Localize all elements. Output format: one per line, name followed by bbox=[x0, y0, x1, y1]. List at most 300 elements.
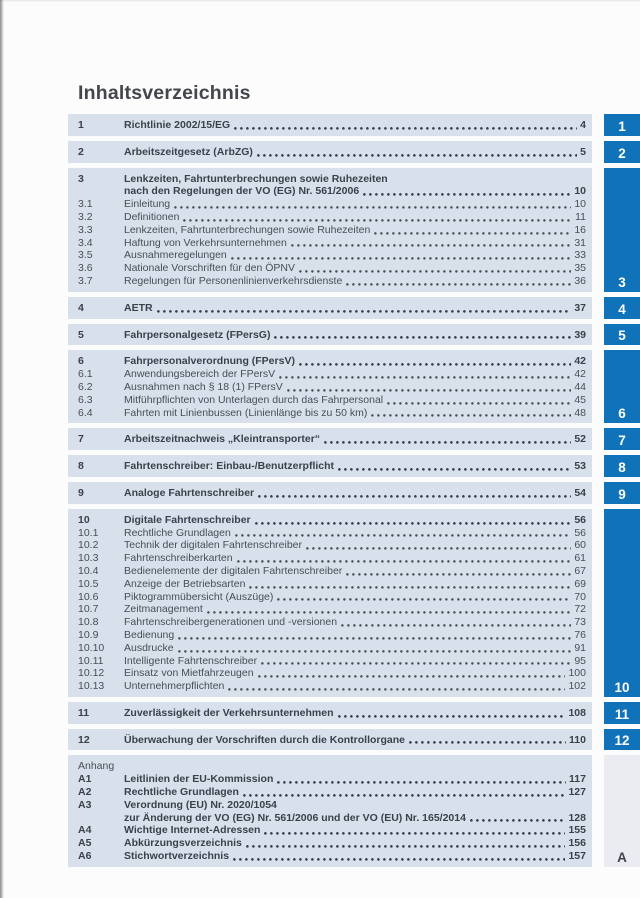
entry-number: 10.9 bbox=[78, 628, 99, 641]
entry-lines bbox=[124, 329, 586, 342]
toc-section bbox=[68, 482, 640, 504]
toc-entry-row bbox=[78, 603, 586, 616]
entry-number: A4 bbox=[78, 824, 92, 837]
entry-lines bbox=[124, 146, 586, 159]
scan-edge-shadow-top bbox=[0, 0, 640, 2]
dot-leader bbox=[409, 741, 566, 744]
entry-number: 10 bbox=[78, 513, 90, 526]
page-number: 67 bbox=[574, 564, 586, 577]
toc-entry-row bbox=[78, 368, 586, 381]
toc-entry-row bbox=[78, 824, 586, 837]
entry-line bbox=[124, 527, 586, 540]
entry-lines bbox=[124, 786, 586, 799]
entry-line bbox=[124, 629, 586, 642]
toc-section bbox=[68, 702, 640, 724]
page-number: 127 bbox=[568, 786, 586, 799]
entry-lines bbox=[124, 850, 586, 863]
entry-title: Ausnahmeregelungen bbox=[124, 249, 227, 262]
dot-leader bbox=[231, 257, 572, 260]
page-number: 42 bbox=[574, 368, 586, 381]
entry-title: Lenkzeiten, Fahrtunterbrechungen sowie Ruhezeiten bbox=[124, 172, 388, 185]
page-number: 52 bbox=[574, 433, 586, 446]
toc-entry-row bbox=[78, 329, 586, 342]
entry-number: 6.4 bbox=[78, 406, 93, 419]
entry-line bbox=[124, 565, 586, 578]
dot-leader bbox=[387, 402, 571, 405]
chapter-tab bbox=[604, 297, 640, 319]
entry-line bbox=[124, 211, 586, 224]
page-number: 33 bbox=[574, 249, 586, 262]
toc-section bbox=[68, 114, 640, 136]
toc-entry-row bbox=[78, 565, 586, 578]
toc-entry-row bbox=[78, 275, 586, 288]
entry-title: Verordnung (EU) Nr. 2020/1054 bbox=[124, 798, 277, 811]
entry-title: Fahrtenschreiberkarten bbox=[124, 552, 233, 565]
entry-number: 1 bbox=[78, 119, 84, 131]
dot-leader bbox=[324, 441, 571, 444]
toc-section-band bbox=[68, 428, 592, 450]
entry-number: 11 bbox=[78, 706, 90, 719]
dot-leader bbox=[306, 547, 571, 550]
entry-lines bbox=[124, 407, 586, 420]
chapter-tab-label: 11 bbox=[614, 706, 630, 722]
chapter-tab-label: 2 bbox=[618, 145, 626, 161]
toc-section-band bbox=[68, 324, 592, 346]
entry-title: Fahrpersonalverordnung (FPersV) bbox=[124, 355, 295, 368]
toc-section bbox=[68, 350, 640, 423]
page-number: 156 bbox=[568, 837, 586, 850]
page-number: 37 bbox=[574, 301, 586, 314]
toc-entry-row bbox=[78, 655, 586, 668]
page-number: 76 bbox=[574, 628, 586, 641]
toc-entry-row bbox=[78, 527, 586, 540]
toc-entry-row bbox=[78, 407, 586, 420]
dot-leader bbox=[338, 468, 571, 471]
toc-section-band bbox=[68, 350, 592, 423]
entry-title: Zeitmanagement bbox=[124, 603, 203, 616]
page-number: 110 bbox=[569, 733, 586, 746]
chapter-tab bbox=[604, 168, 640, 292]
page-number: 56 bbox=[574, 526, 586, 539]
entry-line bbox=[124, 824, 586, 837]
entry-title: Arbeitszeitgesetz (ArbZG) bbox=[124, 145, 253, 158]
entry-number: 6 bbox=[78, 355, 84, 368]
toc-entry-row bbox=[78, 262, 586, 275]
entry-line bbox=[124, 381, 586, 394]
entry-title: Haftung von Verkehrsunternehmen bbox=[124, 236, 287, 249]
chapter-tab-label: 6 bbox=[618, 406, 626, 422]
toc-section-band bbox=[68, 455, 592, 477]
entry-number: 4 bbox=[78, 301, 84, 314]
dot-leader bbox=[234, 127, 577, 130]
dot-leader bbox=[371, 414, 571, 417]
page-number: 157 bbox=[568, 850, 586, 863]
entry-lines bbox=[124, 837, 586, 850]
chapter-tab-label: A bbox=[617, 849, 627, 865]
dot-leader bbox=[178, 650, 572, 653]
page-number: 10 bbox=[574, 198, 586, 211]
dot-leader bbox=[261, 662, 571, 665]
entry-line bbox=[124, 302, 586, 315]
entry-line bbox=[124, 224, 586, 237]
chapter-tab-label: 9 bbox=[618, 486, 626, 502]
entry-number: 6.2 bbox=[78, 380, 93, 393]
toc-entry-row bbox=[78, 355, 586, 368]
entry-lines bbox=[124, 173, 586, 199]
toc-entry-row bbox=[78, 642, 586, 655]
entry-title: Anzeige der Betriebsarten bbox=[124, 577, 246, 590]
dot-leader bbox=[157, 310, 572, 313]
dot-leader bbox=[178, 637, 571, 640]
toc-entry-row bbox=[78, 119, 586, 132]
entry-title: Mitführpflichten von Unterlagen durch das Fahrpersonal bbox=[124, 393, 384, 406]
toc-section bbox=[68, 168, 640, 292]
entry-line bbox=[124, 734, 586, 747]
dot-leader bbox=[174, 206, 571, 209]
entry-lines bbox=[124, 773, 586, 786]
entry-lines bbox=[124, 707, 586, 720]
entry-line bbox=[124, 146, 586, 159]
toc-section bbox=[68, 141, 640, 163]
chapter-tab bbox=[604, 729, 640, 751]
entry-number: 8 bbox=[78, 460, 84, 473]
page-number: 36 bbox=[574, 274, 586, 287]
entry-title: Abkürzungsverzeichnis bbox=[124, 837, 242, 850]
page-number: 117 bbox=[569, 773, 586, 786]
toc-section-band bbox=[68, 729, 592, 751]
entry-title: Piktogrammübersicht (Auszüge) bbox=[124, 590, 274, 603]
toc-entry-row bbox=[78, 249, 586, 262]
toc-sections bbox=[68, 114, 640, 867]
entry-line bbox=[124, 616, 586, 629]
chapter-tab bbox=[604, 324, 640, 346]
entry-line bbox=[124, 552, 586, 565]
entry-line bbox=[124, 275, 586, 288]
entry-line bbox=[124, 198, 586, 211]
entry-lines bbox=[124, 381, 586, 394]
entry-line bbox=[124, 850, 586, 863]
page-number: 53 bbox=[574, 460, 586, 473]
toc-entry-row bbox=[78, 734, 586, 747]
dot-leader bbox=[299, 363, 571, 366]
entry-number: 7 bbox=[78, 433, 84, 446]
chapter-tab bbox=[604, 114, 640, 136]
dot-leader bbox=[255, 522, 572, 525]
entry-line bbox=[124, 514, 586, 527]
entry-line bbox=[124, 355, 586, 368]
entry-line bbox=[124, 262, 586, 275]
entry-title: Stichwortverzeichnis bbox=[124, 850, 230, 863]
entry-number: 10.13 bbox=[78, 680, 105, 693]
entry-number: 10.1 bbox=[78, 526, 99, 539]
entry-title: Anwendungsbereich der FPersV bbox=[124, 368, 276, 381]
entry-lines bbox=[124, 249, 586, 262]
toc-section-band bbox=[68, 509, 592, 697]
entry-line bbox=[124, 119, 586, 132]
entry-number: 10.8 bbox=[78, 616, 99, 629]
entry-number: 12 bbox=[78, 733, 90, 746]
toc-section bbox=[68, 755, 640, 866]
toc-entry-row bbox=[78, 629, 586, 642]
dot-leader bbox=[374, 232, 571, 235]
entry-number: 10.6 bbox=[78, 590, 99, 603]
chapter-tab bbox=[604, 509, 640, 697]
dot-leader bbox=[470, 819, 566, 822]
entry-title: Leitlinien der EU-Kommission bbox=[124, 773, 274, 786]
entry-line bbox=[124, 773, 586, 786]
dot-leader bbox=[299, 270, 571, 273]
entry-title: Fahrten mit Linienbussen (Linienlänge bis zu 50 km) bbox=[124, 406, 368, 419]
page-number: 5 bbox=[580, 145, 586, 158]
entry-lines bbox=[124, 629, 586, 642]
entry-line bbox=[124, 837, 586, 850]
dot-leader bbox=[207, 611, 572, 614]
page-number: 54 bbox=[574, 486, 586, 499]
entry-lines bbox=[124, 224, 586, 237]
chapter-tab-label: 3 bbox=[618, 274, 626, 290]
dot-leader bbox=[279, 376, 571, 379]
entry-lines bbox=[124, 552, 586, 565]
entry-line bbox=[124, 173, 586, 186]
chapter-tab bbox=[604, 350, 640, 423]
entry-lines bbox=[124, 527, 586, 540]
entry-number: 3.6 bbox=[78, 262, 93, 275]
toc-section-band bbox=[68, 702, 592, 724]
dot-leader bbox=[237, 560, 572, 563]
entry-lines bbox=[124, 824, 586, 837]
entry-title: Wichtige Internet-Adressen bbox=[124, 824, 261, 837]
page-number: 100 bbox=[568, 667, 586, 680]
chapter-tab bbox=[604, 428, 640, 450]
dot-leader bbox=[277, 598, 571, 601]
dot-leader bbox=[258, 675, 566, 678]
entry-title: Lenkzeiten, Fahrtunterbrechungen sowie Ruhezeiten bbox=[124, 223, 371, 236]
dot-leader bbox=[346, 573, 571, 576]
entry-title: Nationale Vorschriften für den ÖPNV bbox=[124, 262, 296, 275]
entry-title: Ausdrucke bbox=[124, 641, 174, 654]
entry-number: 3.7 bbox=[78, 274, 93, 287]
chapter-tab-label: 7 bbox=[618, 433, 626, 449]
toc-entry-row bbox=[78, 760, 586, 773]
dot-leader bbox=[183, 219, 572, 222]
toc-entry-row bbox=[78, 146, 586, 159]
entry-number: A2 bbox=[78, 786, 92, 799]
entry-line bbox=[124, 185, 586, 198]
entry-number: 10.10 bbox=[78, 641, 105, 654]
entry-title: Unternehmerpflichten bbox=[124, 680, 225, 693]
toc-entry-row bbox=[78, 837, 586, 850]
entry-number: 2 bbox=[78, 145, 84, 158]
entry-line bbox=[124, 812, 586, 825]
entry-number: 10.5 bbox=[78, 577, 99, 590]
toc-section-band bbox=[68, 141, 592, 163]
entry-line bbox=[124, 707, 586, 720]
entry-title: Fahrpersonalgesetz (FPersG) bbox=[124, 328, 271, 341]
entry-title: Intelligente Fahrtenschreiber bbox=[124, 654, 258, 667]
chapter-tab-label: 1 bbox=[618, 118, 626, 134]
dot-leader bbox=[291, 244, 571, 247]
dot-leader bbox=[338, 715, 566, 718]
entry-line bbox=[124, 237, 586, 250]
entry-number: 10.11 bbox=[78, 654, 104, 667]
dot-leader bbox=[274, 336, 571, 339]
entry-lines bbox=[124, 591, 586, 604]
entry-title: Rechtliche Grundlagen bbox=[124, 786, 239, 799]
page-number: 72 bbox=[574, 603, 586, 616]
entry-title: AETR bbox=[124, 301, 153, 314]
toc-section-band bbox=[68, 755, 592, 866]
toc-section-band bbox=[68, 168, 592, 292]
entry-lines bbox=[124, 302, 586, 315]
toc-section bbox=[68, 297, 640, 319]
dot-leader bbox=[233, 858, 565, 861]
dot-leader bbox=[228, 688, 565, 691]
entry-title: Einleitung bbox=[124, 198, 171, 211]
entry-number: 6.1 bbox=[78, 368, 93, 381]
chapter-tab-label: 5 bbox=[618, 328, 626, 344]
entry-number: Anhang bbox=[78, 760, 115, 773]
entry-line bbox=[124, 667, 586, 680]
toc-entry-row bbox=[78, 173, 586, 199]
toc-entry-row bbox=[78, 539, 586, 552]
entry-number: 6.3 bbox=[78, 393, 93, 406]
page-number: 16 bbox=[574, 223, 586, 236]
dot-leader bbox=[287, 389, 572, 392]
entry-lines bbox=[124, 734, 586, 747]
entry-title: zur Änderung der VO (EG) Nr. 561/2006 und der VO (EU) Nr. 165/2014 bbox=[124, 811, 466, 824]
page-number: 128 bbox=[568, 811, 586, 824]
entry-title: Digitale Fahrtenschreiber bbox=[124, 513, 251, 526]
entry-number: A3 bbox=[78, 798, 92, 811]
entry-line bbox=[124, 642, 586, 655]
page-number: 70 bbox=[574, 590, 586, 603]
toc-entry-row bbox=[78, 394, 586, 407]
entry-number: 10.12 bbox=[78, 667, 105, 680]
dot-leader bbox=[341, 624, 571, 627]
entry-line bbox=[124, 680, 586, 693]
entry-number: 3.4 bbox=[78, 236, 93, 249]
page-number: 4 bbox=[580, 119, 586, 131]
page-number: 69 bbox=[574, 577, 586, 590]
entry-title: Arbeitszeitnachweis „Kleintransporter“ bbox=[124, 433, 321, 446]
dot-leader bbox=[243, 794, 566, 797]
toc-entry-row bbox=[78, 616, 586, 629]
entry-line bbox=[124, 460, 586, 473]
page-number: 11 bbox=[575, 210, 586, 223]
entry-line bbox=[124, 433, 586, 446]
entry-title: Ausnahmen nach § 18 (1) FPersV bbox=[124, 380, 283, 393]
entry-lines bbox=[124, 578, 586, 591]
entry-lines bbox=[124, 355, 586, 368]
entry-number: A5 bbox=[78, 837, 92, 850]
entry-line bbox=[124, 407, 586, 420]
toc-entry-row bbox=[78, 667, 586, 680]
entry-line bbox=[124, 368, 586, 381]
chapter-tab-label: 8 bbox=[618, 459, 626, 475]
entry-title: Richtlinie 2002/15/EG bbox=[124, 119, 231, 131]
entry-lines bbox=[124, 514, 586, 527]
page-number: 48 bbox=[574, 406, 586, 419]
entry-line bbox=[124, 487, 586, 500]
chapter-tab bbox=[604, 455, 640, 477]
page-number: 31 bbox=[574, 236, 586, 249]
toc-section bbox=[68, 729, 640, 751]
toc-entry-row bbox=[78, 237, 586, 250]
chapter-tab bbox=[604, 755, 640, 866]
entry-line bbox=[124, 786, 586, 799]
entry-number: 3.2 bbox=[78, 210, 93, 223]
entry-line bbox=[124, 655, 586, 668]
chapter-tab bbox=[604, 141, 640, 163]
page-number: 95 bbox=[574, 654, 586, 667]
entry-lines bbox=[124, 368, 586, 381]
entry-title: Definitionen bbox=[124, 210, 180, 223]
toc-section bbox=[68, 324, 640, 346]
page-number: 102 bbox=[568, 680, 586, 693]
entry-lines bbox=[124, 487, 586, 500]
entry-line bbox=[124, 249, 586, 262]
entry-title: nach den Regelungen der VO (EG) Nr. 561/2006 bbox=[124, 185, 360, 198]
page-number: 155 bbox=[568, 824, 586, 837]
entry-line bbox=[124, 329, 586, 342]
entry-number: 10.3 bbox=[78, 552, 99, 565]
toc-entry-row bbox=[78, 514, 586, 527]
entry-lines bbox=[124, 616, 586, 629]
toc-entry-row bbox=[78, 578, 586, 591]
toc-entry-row bbox=[78, 680, 586, 693]
entry-lines bbox=[124, 198, 586, 211]
toc-entry-row bbox=[78, 591, 586, 604]
toc-entry-row bbox=[78, 552, 586, 565]
entry-line bbox=[124, 539, 586, 552]
toc-entry-row bbox=[78, 198, 586, 211]
page-number: 10 bbox=[574, 185, 586, 198]
entry-number: A6 bbox=[78, 850, 92, 863]
dot-leader bbox=[346, 283, 571, 286]
entry-title: Bedienung bbox=[124, 628, 175, 641]
page-number: 61 bbox=[574, 552, 586, 565]
toc-entry-row bbox=[78, 707, 586, 720]
toc-entry-row bbox=[78, 773, 586, 786]
entry-line bbox=[124, 603, 586, 616]
dot-leader bbox=[363, 193, 571, 196]
chapter-tab bbox=[604, 702, 640, 724]
entry-lines bbox=[124, 275, 586, 288]
entry-line bbox=[124, 578, 586, 591]
entry-title: Einsatz von Mietfahrzeugen bbox=[124, 667, 254, 680]
entry-title: Technik der digitalen Fahrtenschreiber bbox=[124, 539, 303, 552]
page-number: 44 bbox=[574, 380, 586, 393]
page-number: 60 bbox=[574, 539, 586, 552]
entry-lines bbox=[124, 211, 586, 224]
entry-lines bbox=[124, 565, 586, 578]
page-number: 39 bbox=[574, 328, 586, 341]
page-number: 91 bbox=[574, 641, 586, 654]
chapter-tab-label: 12 bbox=[614, 733, 630, 749]
entry-number: 3.3 bbox=[78, 223, 93, 236]
page-number: 56 bbox=[574, 513, 586, 526]
toc-entry-row bbox=[78, 381, 586, 394]
entry-lines bbox=[124, 237, 586, 250]
toc-section bbox=[68, 509, 640, 697]
entry-lines bbox=[124, 603, 586, 616]
entry-lines bbox=[124, 433, 586, 446]
toc-entry-row bbox=[78, 224, 586, 237]
dot-leader bbox=[277, 781, 566, 784]
dot-leader bbox=[249, 586, 571, 589]
entry-title: Fahrtenschreibergenerationen und -versionen bbox=[124, 616, 338, 629]
page-number: 108 bbox=[568, 706, 586, 719]
